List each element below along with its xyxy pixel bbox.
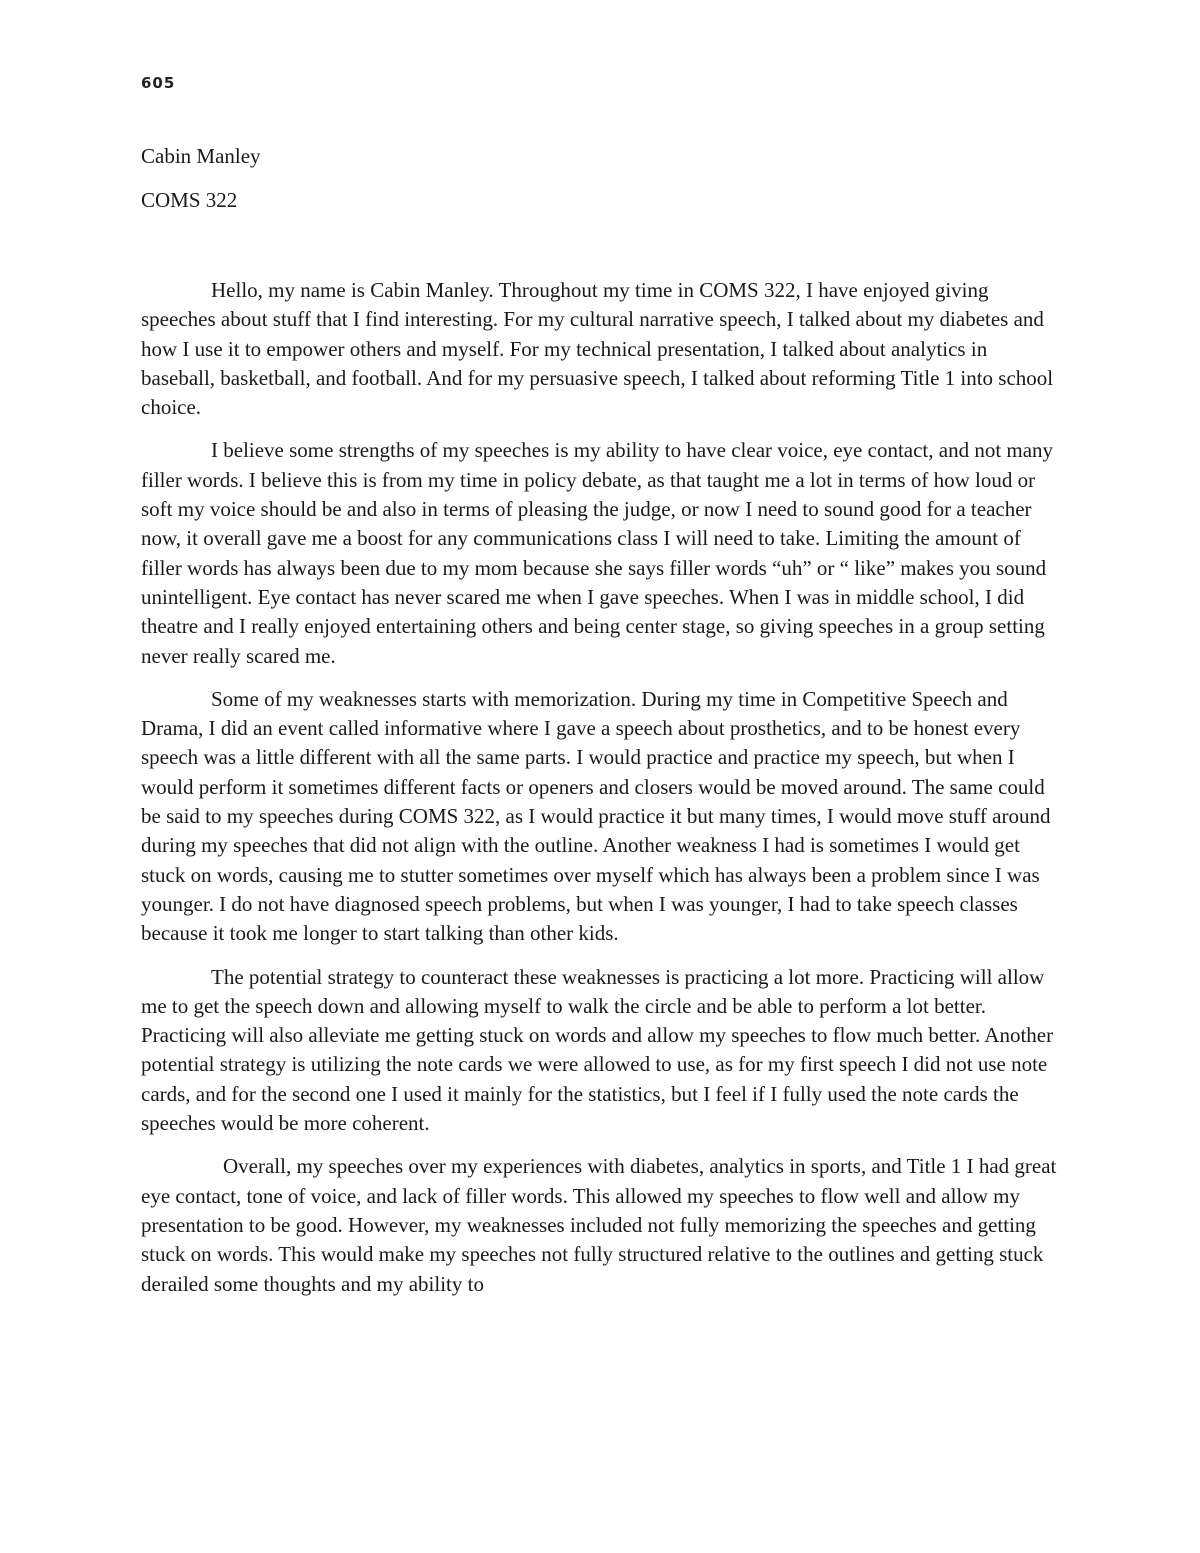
essay-body xyxy=(141,276,1059,1313)
paragraph-strengths: I believe some strengths of my speeches is my ability to have clear voice, eye contact, and not many filler words. I believe this is from my time in policy debate, as that taught me a lot in terms of how loud or soft my voice should be and also in terms of pleasing the judge, or now I need to sound good for a teacher now, it overall gave me a boost for any communications class I will need to take. Limiting the amount of filler words has always been due to my mom because she says filler words “uh” or “ like” makes you sound unintelligent. Eye contact has never scared me when I gave speeches. When I was in middle school, I did theatre and I really enjoyed entertaining others and being center stage, so giving speeches in a group setting never really scared me. xyxy=(141,438,1054,668)
page-number: 605 xyxy=(141,74,176,92)
paragraph-weaknesses: Some of my weaknesses starts with memorization. During my time in Competitive Speech and Drama, I did an event called informative where I gave a speech about prosthetics, and to be honest every speech was a little different with all the same parts. I would practice and practice my speech, but when I would perform it sometimes different facts or openers and closers would be moved around. The same could be said to my speeches during COMS 322, as I would practice it but many times, I would move stuff around during my speeches that did not align with the outline. Another weakness I had is sometimes I would get stuck on words, causing me to stutter sometimes over myself which has always been a problem since I was younger. I do not have diagnosed speech problems, but when I was younger, I had to take speech classes because it took me longer to start talking than other kids. xyxy=(141,686,1051,946)
author-name: Cabin Manley xyxy=(141,144,261,168)
paragraph-strategy: The potential strategy to counteract these weaknesses is practicing a lot more. Practicing will allow me to get the speech down and allowing myself to walk the circle and be able to perform a lot better. Practicing will also alleviate me getting stuck on words and allow my speeches to flow much better. Another potential strategy is utilizing the note cards we were allowed to use, as for my first speech I did not use note cards, and for the second one I used it mainly for the statistics, but I feel if I fully used the note cards the speeches would be more coherent. xyxy=(141,964,1054,1136)
course-name: COMS 322 xyxy=(141,188,238,212)
paragraph-conclusion: Overall, my speeches over my experiences with diabetes, analytics in sports, and Title 1 I had great eye contact, tone of voice, and lack of filler words. This allowed my speeches to flow well and allow my presentation to be good. However, my weaknesses included not fully memorizing the speeches and getting stuck on words. This would make my speeches not fully structured relative to the outlines and getting stuck derailed some thoughts and my ability to xyxy=(141,1154,1057,1296)
paragraph-introduction: Hello, my name is Cabin Manley. Throughout my time in COMS 322, I have enjoyed giving speeches about stuff that I find interesting. For my cultural narrative speech, I talked about my diabetes and how I use it to empower others and myself. For my technical presentation, I talked about analytics in baseball, basketball, and football. And for my persuasive speech, I talked about reforming Title 1 into school choice. xyxy=(141,278,1054,420)
